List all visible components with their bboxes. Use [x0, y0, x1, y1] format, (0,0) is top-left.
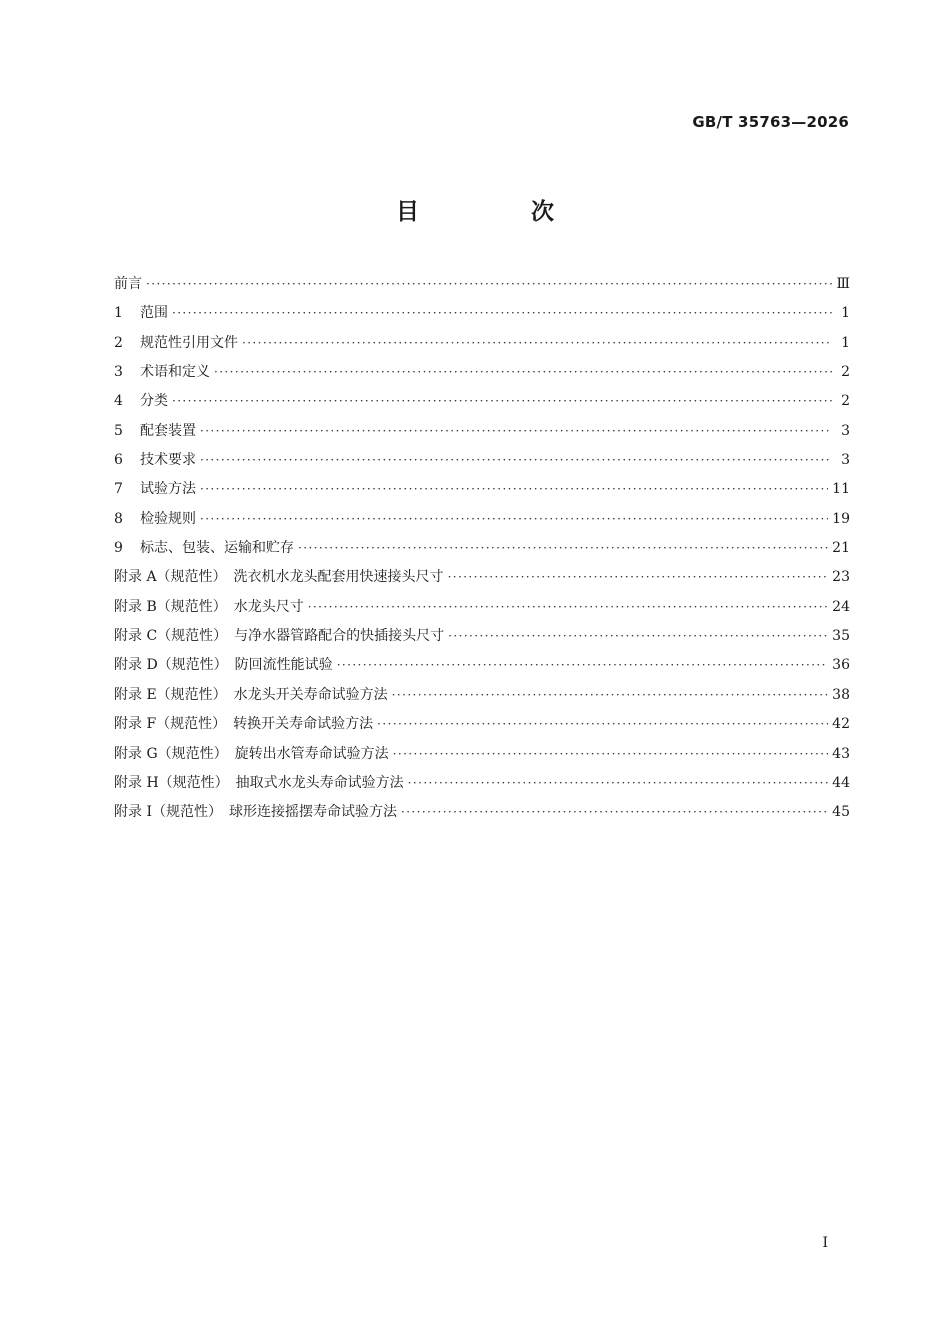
toc-entry-page: 35 — [832, 628, 850, 645]
toc-entry-title: 技术要求 — [140, 452, 196, 469]
toc-entry-title: 标志、包装、运输和贮存 — [140, 540, 294, 557]
toc-leader-dots — [377, 710, 828, 739]
toc-entry[interactable] — [114, 740, 850, 769]
toc-entry-title: 范围 — [140, 305, 168, 322]
toc-entry[interactable] — [114, 651, 850, 680]
toc-leader-dots — [172, 387, 832, 416]
toc-leader-dots — [392, 681, 829, 710]
toc-entry-page: 2 — [841, 364, 850, 381]
toc-leader-dots — [393, 740, 829, 769]
toc-entry-page: 24 — [832, 598, 850, 615]
toc-leader-dots — [200, 446, 832, 475]
toc-entry-page: 1 — [841, 305, 850, 322]
toc-leader-dots — [448, 563, 829, 592]
toc-leader-dots — [242, 329, 832, 358]
toc-entry-number: 1 — [114, 305, 123, 322]
toc-leader-dots — [214, 358, 832, 387]
toc-entry-title: 附录 G（规范性） 旋转出水管寿命试验方法 — [114, 745, 389, 762]
toc-leader-dots — [401, 798, 828, 827]
toc-entry-number: 8 — [114, 510, 123, 527]
toc-entry-title: 附录 E（规范性） 水龙头开关寿命试验方法 — [114, 686, 388, 703]
toc-leader-dots — [448, 622, 828, 651]
toc-leader-dots — [146, 270, 832, 299]
toc-entry-page: 3 — [841, 422, 850, 439]
toc-leader-dots — [200, 475, 828, 504]
toc-entry-title: 附录 D（规范性） 防回流性能试验 — [114, 657, 333, 674]
toc-entry-number: 3 — [114, 364, 123, 381]
toc-entry-title: 分类 — [140, 393, 168, 410]
toc-entry-number: 9 — [114, 540, 123, 557]
table-of-contents — [114, 270, 850, 828]
toc-entry-title: 附录 I（规范性） 球形连接摇摆寿命试验方法 — [114, 804, 397, 821]
toc-leader-dots — [337, 651, 828, 680]
toc-entry-number: 6 — [114, 452, 123, 469]
toc-leader-dots — [200, 505, 828, 534]
toc-entry-page: 1 — [841, 334, 850, 351]
toc-entry[interactable] — [114, 446, 850, 475]
toc-entry-title: 术语和定义 — [140, 364, 210, 381]
toc-entry[interactable] — [114, 622, 850, 651]
toc-entry-title: 附录 B（规范性） 水龙头尺寸 — [114, 598, 304, 615]
toc-entry-title: 附录 A（规范性） 洗衣机水龙头配套用快速接头尺寸 — [114, 569, 444, 586]
toc-entry-title: 前言 — [114, 276, 142, 292]
toc-entry[interactable] — [114, 417, 850, 446]
toc-entry[interactable] — [114, 563, 850, 592]
toc-entry-page: 3 — [841, 452, 850, 469]
toc-leader-dots — [298, 534, 828, 563]
toc-entry-number: 5 — [114, 422, 123, 439]
toc-entry-number: 7 — [114, 481, 123, 498]
toc-entry-page: 44 — [832, 774, 850, 791]
toc-entry-page: Ⅲ — [836, 276, 850, 292]
toc-entry[interactable] — [114, 769, 850, 798]
toc-entry[interactable] — [114, 710, 850, 739]
document-code: GB/T 35763—2026 — [692, 113, 849, 131]
toc-leader-dots — [200, 417, 832, 446]
toc-entry-title: 试验方法 — [140, 481, 196, 498]
toc-entry-title: 规范性引用文件 — [140, 334, 238, 351]
toc-entry[interactable] — [114, 329, 850, 358]
toc-entry[interactable] — [114, 387, 850, 416]
toc-entry-page: 38 — [832, 686, 850, 703]
toc-entry-page: 43 — [832, 745, 850, 762]
toc-entry-page: 23 — [832, 569, 850, 586]
page-number: I — [822, 1235, 828, 1251]
toc-entry-page: 45 — [832, 804, 850, 821]
toc-leader-dots — [408, 769, 829, 798]
page-title: 目 次 — [395, 199, 606, 225]
toc-entry-page: 11 — [832, 481, 850, 498]
toc-entry-page: 36 — [832, 657, 850, 674]
toc-entry-number: 2 — [114, 334, 123, 351]
toc-entry[interactable] — [114, 593, 850, 622]
toc-entry[interactable] — [114, 358, 850, 387]
toc-entry-title: 检验规则 — [140, 510, 196, 527]
toc-entry[interactable] — [114, 270, 850, 299]
toc-entry-title: 附录 C（规范性） 与净水器管路配合的快插接头尺寸 — [114, 628, 445, 645]
toc-entry[interactable] — [114, 798, 850, 827]
toc-entry-page: 21 — [832, 540, 850, 557]
toc-entry-title: 配套装置 — [140, 422, 196, 439]
toc-leader-dots — [308, 593, 828, 622]
toc-entry[interactable] — [114, 505, 850, 534]
toc-entry[interactable] — [114, 534, 850, 563]
toc-entry-page: 2 — [841, 393, 850, 410]
toc-leader-dots — [172, 299, 832, 328]
toc-entry-number: 4 — [114, 393, 123, 410]
toc-entry-title: 附录 F（规范性） 转换开关寿命试验方法 — [114, 716, 374, 733]
toc-entry[interactable] — [114, 681, 850, 710]
toc-entry[interactable] — [114, 299, 850, 328]
toc-entry-title: 附录 H（规范性） 抽取式水龙头寿命试验方法 — [114, 774, 404, 791]
toc-entry-page: 19 — [832, 510, 850, 527]
toc-entry-page: 42 — [832, 716, 850, 733]
toc-entry[interactable] — [114, 475, 850, 504]
